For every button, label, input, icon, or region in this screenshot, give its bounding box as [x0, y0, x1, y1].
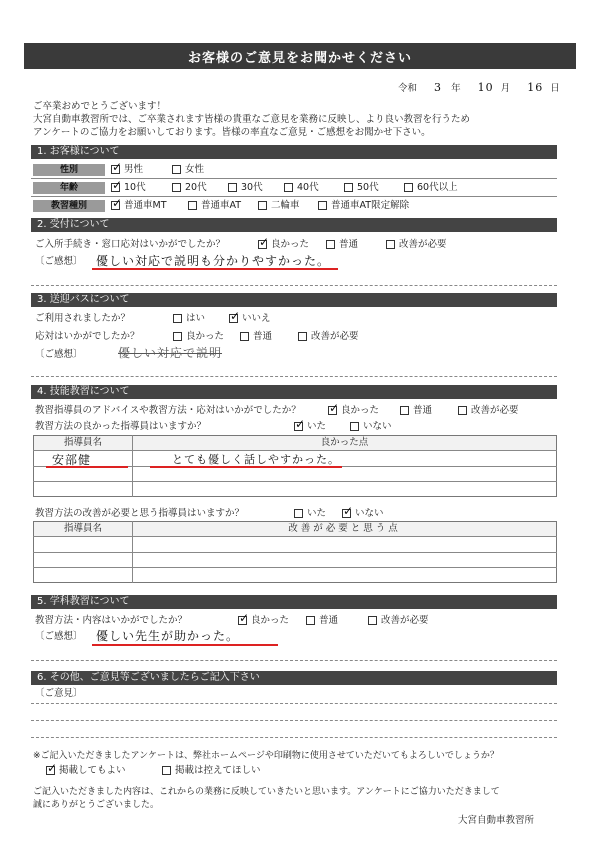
- highlight-underline: [92, 268, 338, 270]
- s5-comment-label: 〔ご感想〕: [35, 631, 83, 642]
- age-20s[interactable]: 20代: [172, 182, 207, 194]
- s4-question-1: 教習指導員のアドバイスや教習方法・応対はいかがでしたか？: [35, 405, 301, 416]
- row-line: [33, 552, 557, 553]
- s3-opt-normal[interactable]: 普通: [240, 331, 272, 343]
- highlight-underline: [46, 466, 128, 468]
- s2-opt-normal[interactable]: 普通: [326, 239, 358, 251]
- highlight-underline: [92, 644, 278, 646]
- col-line: [132, 521, 133, 583]
- s3-opt-good[interactable]: 良かった: [173, 331, 224, 343]
- section-5-header: 5. 学科教習について: [31, 595, 557, 609]
- good-point-text[interactable]: とても優しく話しやすかった。: [172, 453, 340, 466]
- comment-line: [31, 720, 557, 721]
- col-instructor: 指導員名: [34, 436, 132, 450]
- date-day: 16: [527, 81, 544, 94]
- age-label: 年齢: [33, 182, 105, 194]
- checkbox-checked[interactable]: [111, 165, 120, 174]
- age-50s[interactable]: 50代: [344, 182, 379, 194]
- course-mt[interactable]: ✓ 普通車MT: [111, 200, 167, 212]
- col-good-point: 良かった点: [133, 436, 556, 450]
- s4-question-2: 教習方法の良かった指導員はいますか？: [35, 421, 207, 432]
- col-improve-point: 改善が必要と思う点: [133, 522, 556, 536]
- s5-question: 教習方法・内容はいかがでしたか？: [35, 615, 188, 626]
- s5-opt-normal[interactable]: 普通: [306, 615, 338, 627]
- comment-line: [31, 285, 557, 286]
- row-line: [33, 536, 557, 537]
- s4-question-3: 教習方法の改善が必要と思う指導員はいますか？: [35, 508, 245, 519]
- age-40s[interactable]: 40代: [284, 182, 319, 194]
- col-instructor-2: 指導員名: [34, 522, 132, 536]
- s2-question: ご入所手続き・窓口応対はいかがでしたか？: [35, 239, 226, 250]
- row-line: [33, 567, 557, 568]
- s3-comment-crossed[interactable]: 優しい対応で説明: [118, 346, 223, 360]
- date-year: 3: [434, 81, 443, 94]
- s5-opt-good[interactable]: ✓ 良かった: [238, 615, 289, 627]
- s3-comment-label: 〔ご感想〕: [35, 349, 83, 360]
- s3-opt-yes[interactable]: はい: [173, 313, 205, 325]
- gender-male[interactable]: ✓ 男性: [111, 164, 143, 176]
- date-month-label: 月: [500, 83, 511, 94]
- s4-opt3-yes[interactable]: いた: [294, 508, 326, 520]
- comment-line: [31, 703, 557, 704]
- consent-allow[interactable]: ✓掲載してもよい: [46, 765, 126, 777]
- gender-label: 性別: [33, 164, 105, 176]
- divider: [31, 196, 557, 197]
- s3-opt-no[interactable]: ✓ いいえ: [229, 313, 271, 325]
- comment-line: [31, 737, 557, 738]
- date-year-label: 年: [451, 83, 461, 94]
- intro-line-2: 大宮自動車教習所では、ご卒業されます皆様の貴重なご意見を業務に反映し、より良い教習を行うため: [33, 114, 471, 125]
- section-4-header: 4. 技能教習について: [31, 385, 557, 399]
- consent-question: ※ご記入いただきましたアンケートは、弊社ホームページや印刷物に使用させていただいてもよろしいでしょうか？: [33, 751, 499, 761]
- age-10s[interactable]: ✓ 10代: [111, 182, 146, 194]
- section-3-header: 3. 送迎バスについて: [31, 293, 557, 307]
- s3-opt-improve[interactable]: 改善が必要: [298, 331, 359, 343]
- s6-comment-label: 〔ご意見〕: [35, 688, 83, 699]
- section-2-header: 2. 受付について: [31, 218, 557, 232]
- intro-line-1: ご卒業おめでとうございます！: [33, 101, 167, 112]
- s5-opt-improve[interactable]: 改善が必要: [368, 615, 429, 627]
- highlight-underline: [150, 466, 342, 468]
- col-line: [132, 435, 133, 497]
- survey-title: お客様のご意見をお聞かせください: [24, 43, 576, 69]
- section-6-header: 6. その他、ご意見等ございましたらご記入下さい: [31, 671, 557, 685]
- course-label: 教習種別: [33, 200, 105, 212]
- gender-female[interactable]: 女性: [172, 164, 204, 176]
- s4-opt-normal[interactable]: 普通: [400, 405, 432, 417]
- consent-deny[interactable]: 掲載は控えてほしい: [162, 765, 261, 777]
- s2-opt-improve[interactable]: 改善が必要: [386, 239, 447, 251]
- section-1-header: 1. お客様について: [31, 145, 557, 159]
- checkbox[interactable]: [172, 165, 181, 174]
- course-at[interactable]: 普通車AT: [188, 200, 241, 212]
- organization-name: 大宮自動車教習所: [458, 815, 535, 826]
- s5-comment[interactable]: 優しい先生が助かった。: [96, 629, 240, 643]
- s3-question-2: 応対はいかがでしたか？: [35, 331, 140, 342]
- s3-question-1: ご利用されましたか？: [35, 313, 131, 324]
- date-month: 10: [477, 81, 494, 94]
- intro-line-3: アンケートのご協力をお願いしております。皆様の率直なご意見・ご感想をお聞かせ下さい。: [33, 127, 431, 138]
- divider: [31, 178, 557, 179]
- closing-line-1: ご記入いただきました内容は、これからの業務に反映していきたいと思います。アンケートにご協力いただきまして: [33, 787, 500, 797]
- course-at-limit-removal[interactable]: 普通車AT限定解除: [318, 200, 409, 212]
- course-motorcycle[interactable]: 二輪車: [258, 200, 300, 212]
- comment-line: [31, 660, 557, 661]
- s4-opt-good[interactable]: ✓ 良かった: [328, 405, 379, 417]
- date-era: 令和: [398, 83, 418, 94]
- s4-opt-yes[interactable]: ✓ いた: [294, 421, 326, 433]
- closing-line-2: 誠にありがとうございました。: [33, 800, 160, 810]
- s4-opt-no[interactable]: いない: [350, 421, 392, 433]
- age-30s[interactable]: 30代: [228, 182, 263, 194]
- age-60s-plus[interactable]: 60代以上: [404, 182, 458, 194]
- date-line: [398, 82, 560, 95]
- s2-comment-label: 〔ご感想〕: [35, 256, 83, 267]
- instructor-name[interactable]: 安部健: [52, 453, 92, 467]
- s2-comment[interactable]: 優しい対応で説明も分かりやすかった。: [96, 254, 331, 268]
- s2-opt-good[interactable]: ✓ 良かった: [258, 239, 309, 251]
- s4-opt-improve[interactable]: 改善が必要: [458, 405, 519, 417]
- row-line: [33, 481, 557, 482]
- s4-opt3-no[interactable]: ✓ いない: [342, 508, 384, 520]
- date-day-label: 日: [550, 83, 560, 94]
- comment-line: [31, 376, 557, 377]
